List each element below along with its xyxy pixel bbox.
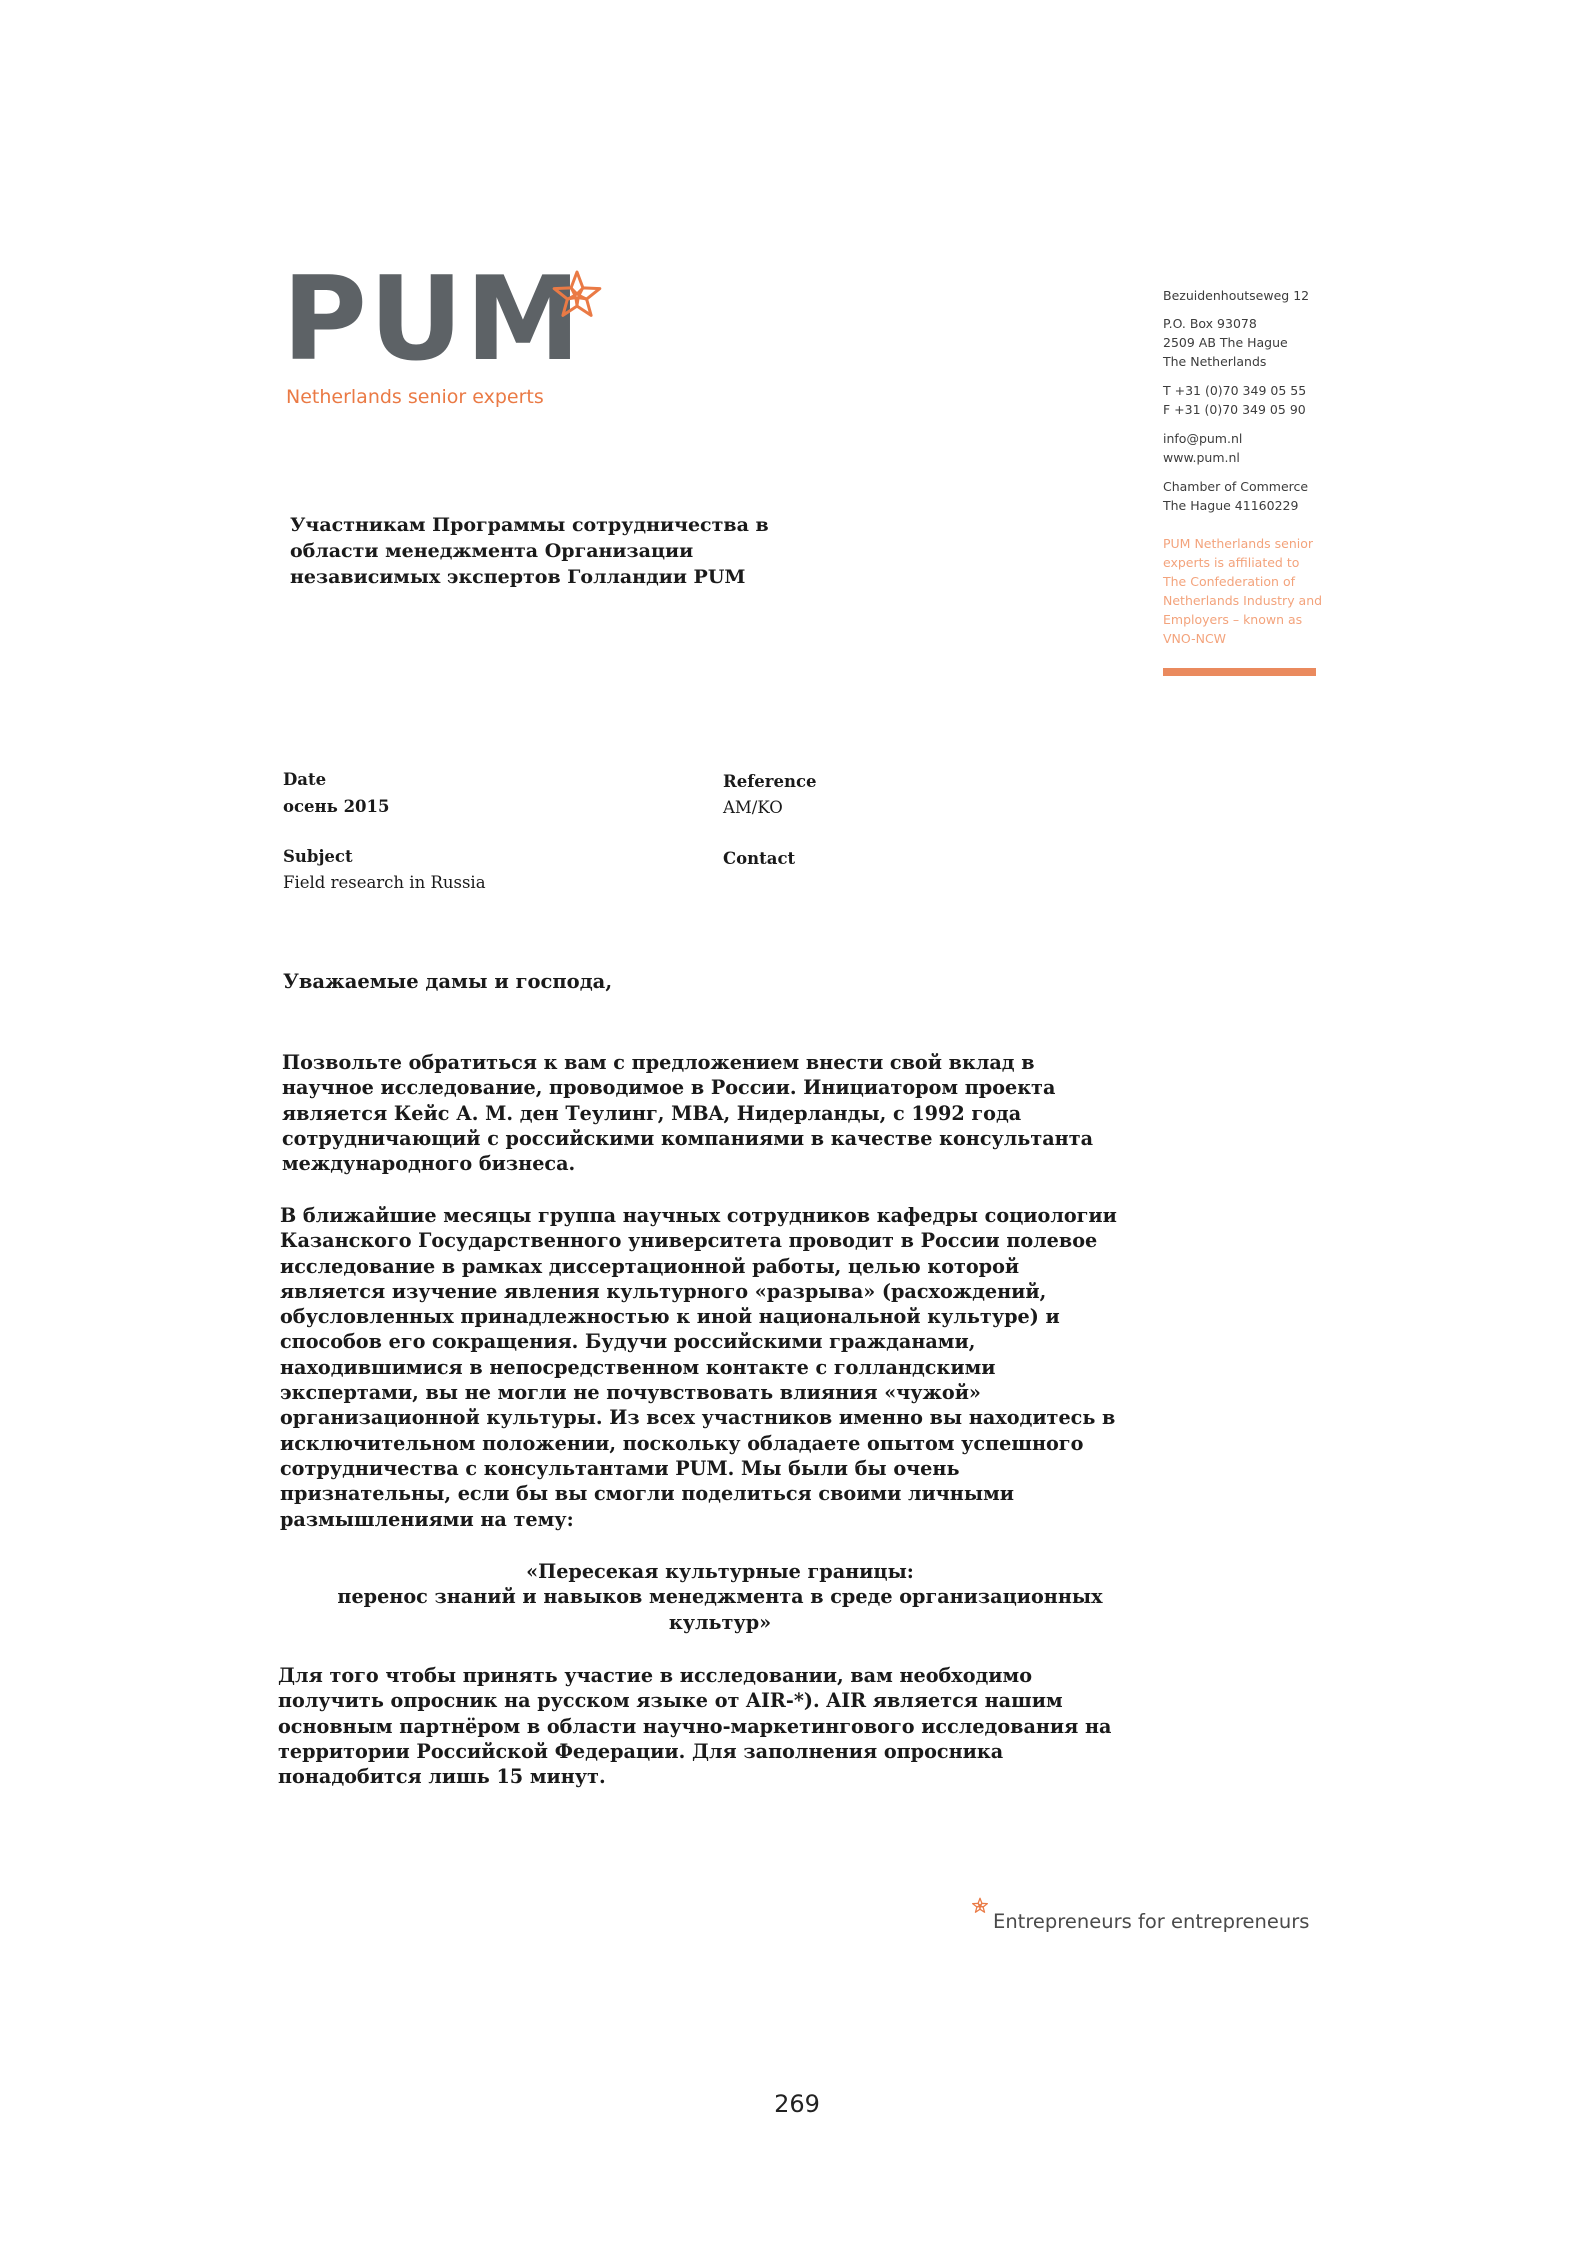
address-fax: F +31 (0)70 349 05 90 xyxy=(1163,402,1306,417)
body-paragraph-2: В ближайшие месяцы группа научных сотрудников кафедры социологии Казанского Государственного университета проводит в России полевое исследование в рамках диссертационной работы, целью которой является изучение явления культурного «разрыва» (расхождений, обусловленных принадлежностью к иной национальной культуре) и способов его сокращения. Будучи российскими гражданами, находившимися в непосредственном контакте с голландскими экспертами, вы не могли не почувствовать влияния «чужой» организационной культуры. Из всех участников именно вы находитесь в исключительном положении, поскольку обладаете опытом успешного сотрудничества с консультантами PUM. Мы были бы очень признательны, если бы вы смогли поделиться своими личными размышлениями на тему: xyxy=(280,1204,1117,1531)
reference-label: Reference xyxy=(723,772,817,791)
subject-value: Field research in Russia xyxy=(283,873,486,892)
asterisk-logo-icon xyxy=(549,268,605,324)
logo-tagline: Netherlands senior experts xyxy=(286,386,544,408)
address-phone: T +31 (0)70 349 05 55 xyxy=(1163,383,1307,398)
subject-label: Subject xyxy=(283,847,353,866)
address-street: Bezuidenhoutseweg 12 xyxy=(1163,288,1310,303)
study-topic-quote: «Пересекая культурные границы: перенос знаний и навыков менеджмента в среде организационных культур» xyxy=(337,1560,1103,1634)
contact-label: Contact xyxy=(723,849,796,868)
asterisk-footer-icon xyxy=(971,1897,989,1915)
greeting: Уважаемые дамы и господа, xyxy=(283,970,613,993)
address-phone-block xyxy=(1163,381,1306,419)
address-postal-block xyxy=(1163,314,1288,371)
date-value: осень 2015 xyxy=(283,797,390,816)
address-postal: 2509 AB The Hague xyxy=(1163,335,1288,350)
pum-logo-text: PUM xyxy=(282,252,583,387)
address-country: The Netherlands xyxy=(1163,354,1267,369)
body-paragraph-1: Позвольте обратиться к вам с предложением внести свой вклад в научное исследование, проводимое в России. Инициатором проекта является Кейс А. М. ден Теулинг, MBA, Нидерланды, с 1992 года сотрудничающий с российскими компаниями в качестве консультанта международного бизнеса. xyxy=(282,1051,1094,1176)
address-web: www.pum.nl xyxy=(1163,450,1240,465)
recipient-block: Участникам Программы сотрудничества в области менеджмента Организации независимых экспертов Голландии PUM xyxy=(290,514,769,588)
address-email: info@pum.nl xyxy=(1163,431,1243,446)
address-chamber: Chamber of Commerce xyxy=(1163,479,1309,494)
body-paragraph-3: Для того чтобы принять участие в исследовании, вам необходимо получить опросник на русском языке от AIR-*). AIR является нашим основным партнёром в области научно-маркетингового исследования на территории Российской Федерации. Для заполнения опросника понадобится лишь 15 минут. xyxy=(278,1664,1112,1789)
footer-slogan: Entrepreneurs for entrepreneurs xyxy=(993,1910,1310,1933)
reference-value: AM/KO xyxy=(723,798,783,817)
date-label: Date xyxy=(283,770,327,789)
address-po-box: P.O. Box 93078 xyxy=(1163,316,1257,331)
accent-bar xyxy=(1163,668,1316,676)
page-number: 269 xyxy=(774,2090,820,2118)
address-affiliation: PUM Netherlands senior experts is affiliated to The Confederation of Netherlands Industry and Employers – known as VNO-NCW xyxy=(1163,536,1323,646)
address-web-block xyxy=(1163,429,1242,467)
address-chamber-number: The Hague 41160229 xyxy=(1163,498,1299,513)
address-chamber-block xyxy=(1163,477,1308,515)
